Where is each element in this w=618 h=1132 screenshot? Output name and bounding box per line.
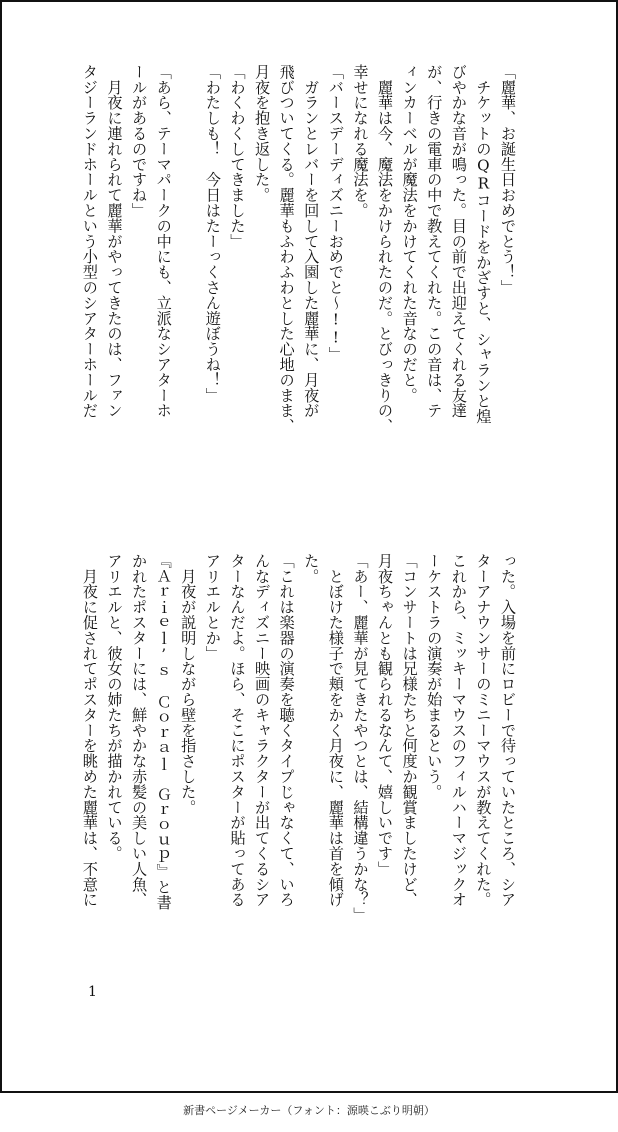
text-line: ーケストラの演奏が始まるという。 (425, 553, 444, 800)
text-line: ィンカーベルが魔法をかけてくれた音なのだと。 (400, 64, 419, 403)
text-line: ターなんだよ。ほら、そこにポスターが貼ってある (228, 553, 247, 908)
text-line: アリエルとか」 (203, 553, 222, 661)
text-line: びやかな音が鳴った。目の前で出迎えてくれる友達 (449, 64, 468, 419)
text-line: 『Ａｒｉｅｌ’ｓ Ｃｏｒａｌ Ｇｒｏｕｐ』と書 (154, 553, 173, 910)
text-line: ールがあるのですね」 (130, 64, 149, 218)
text-line: かれたポスターには、鮮やかな赤髪の美しい人魚、 (130, 553, 149, 908)
text-line: った。入場を前にロビーで待っていたところ、シア (499, 553, 517, 908)
text-line: 「あら、テーマパークの中にも、立派なシアターホ (154, 64, 173, 419)
text-line: んなディズニー映画のキャラクターが出てくるシア (253, 553, 272, 908)
text-line: とぼけた様子で頬をかく月夜に、麗華は首を傾げ (326, 553, 345, 908)
text-line: 月夜ちゃんとも観られるなんて、嬉しいです」 (376, 553, 395, 877)
text-line: 「わたしも！ 今日はたーっくさん遊ぼうね！」 (203, 64, 222, 403)
text-line: 「麗華、お誕生日おめでとう！」 (499, 64, 517, 295)
text-line: 幸せになれる魔法を。 (351, 64, 370, 218)
text-line: 月夜に連れられて麗華がやってきたのは、ファン (105, 64, 124, 419)
text-line: これから、ミッキーマウスのフィルハーマジックオ (449, 553, 468, 908)
text-column-lower (77, 553, 520, 1013)
text-line: 月夜が説明しながら壁を指さした。 (179, 553, 198, 815)
text-line: ガランとレバーを回して入園した麗華に、月夜が (302, 64, 321, 419)
text-line: 「あー、麗華が見てきたやつとは、結構違うかな？」 (351, 553, 370, 923)
text-line (176, 64, 201, 524)
text-line: 月夜に促されてポスターを眺めた麗華は、不意に (80, 553, 99, 908)
text-line: が、行きの電車の中で教えてくれた。この音は、テ (425, 64, 444, 419)
text-line: アリエルと、彼女の姉たちが描かれている。 (105, 553, 124, 861)
text-line: 月夜を抱き返した。 (253, 64, 272, 203)
text-line: ターアナウンサーのミニーマウスが教えてくれた。 (474, 553, 493, 908)
text-line: タジーランドホールという小型のシアターホールだ (80, 64, 99, 419)
text-line: 麗華は今、魔法をかけられたのだ。とびっきりの、 (376, 64, 395, 434)
text-line: 「これは楽器の演奏を聴くタイプじゃなくて、いろ (277, 553, 296, 908)
text-column-upper (77, 64, 520, 524)
text-line: チケットのQRコードをかざすと、シャランと煌 (474, 64, 493, 424)
text-line: 「わくわくしてきました」 (228, 64, 247, 249)
text-line: 「バースデーディズニーおめでと〜!!」 (326, 64, 345, 363)
page-number: 1 (88, 984, 97, 1000)
text-line: た。 (302, 553, 321, 584)
text-line: 「コンサートは兄様たちと何度か観賞ましたけど、 (400, 553, 419, 908)
text-line: 飛びついてくる。麗華もふわふわとした心地のまま、 (277, 64, 296, 434)
footer-credit: 新書ページメーカー（フォント：源暎こぶり明朝） (183, 1104, 435, 1117)
